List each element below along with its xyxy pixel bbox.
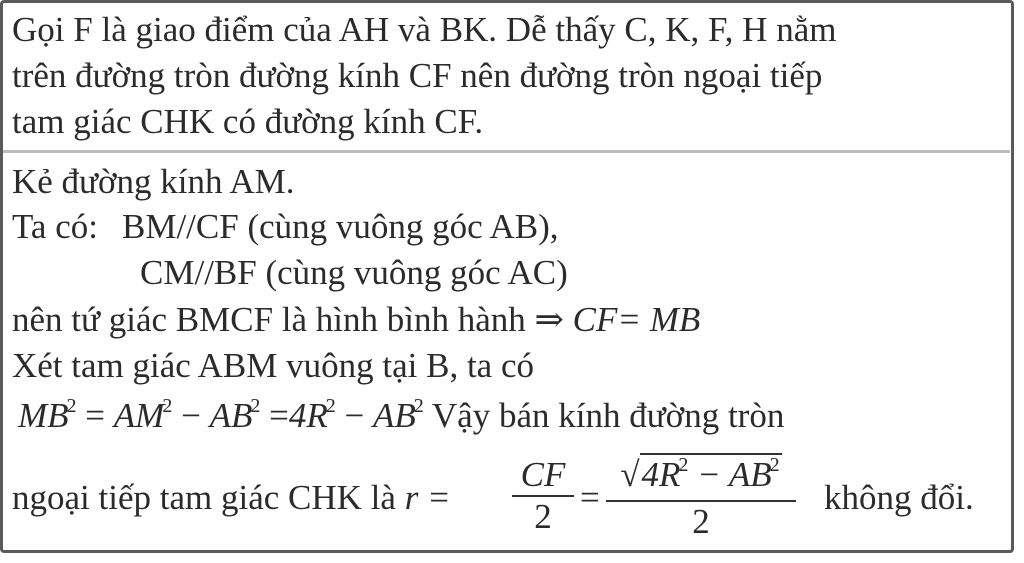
para2-line6: $MB^2 = AM^2 - AB^2 =4R^2 - AB^2$ Vậy bán kính đường tròn <box>18 395 785 435</box>
circumcircle-text: ngoại tiếp tam giác CHK là <box>12 478 396 517</box>
frac2-4r: 4R <box>641 455 681 494</box>
para2-line5: Xét tam giác ABM vuông tại B, ta có <box>12 346 534 385</box>
fraction-cf-over-2 <box>512 455 574 537</box>
para2-line4 <box>12 300 700 340</box>
para2-line1: Kẻ đường kính AM. <box>12 162 295 201</box>
section-divider <box>3 150 1010 153</box>
math-minus1: − <box>181 396 201 435</box>
math-am: AM <box>113 396 165 435</box>
para2-line7-text <box>12 478 451 518</box>
math-4r: 4R <box>288 396 328 435</box>
math-mb: MB <box>18 396 69 435</box>
para1-line3: tam giác CHK có đường kính CF. <box>12 102 484 141</box>
para1-line1: Gọi F là giao điểm của AH và BK. Dễ thấy C, K, F, H nằm <box>12 10 837 49</box>
parallelogram-text: nên tứ giác BMCF là hình bình hành ⇒ <box>12 300 564 339</box>
math-eq1: = <box>85 396 106 435</box>
math-r-equals: r = <box>404 478 451 517</box>
frac2-numerator: $√4R^2 - AB^2$ <box>620 454 780 494</box>
math-minus2: − <box>344 396 365 435</box>
frac1-denominator: 2 <box>534 497 552 536</box>
math-ab2: AB <box>373 396 416 435</box>
para2-line2 <box>12 207 559 247</box>
frac2-minus-ab: − AB <box>697 455 772 494</box>
khong-doi-text: không đổi. <box>824 478 974 517</box>
para2-line3: CM//BF (cùng vuông góc AC) <box>140 253 568 292</box>
radius-text: Vậy bán kính đường tròn <box>431 396 785 435</box>
math-eq2: = <box>269 396 289 435</box>
frac2-denominator: 2 <box>692 502 710 541</box>
math-ab1: AB <box>209 396 253 435</box>
fraction-sqrt-over-2 <box>606 455 796 542</box>
sqrt-sign: √ <box>620 455 640 494</box>
bm-parallel-cf: BM//CF (cùng vuông góc AB), <box>121 207 559 246</box>
para1-line2: trên đường tròn đường kính CF nên đường tròn ngoại tiếp <box>12 56 823 95</box>
math-eq3: = <box>580 478 600 517</box>
cf-equals-mb: CF= MB <box>572 300 701 339</box>
frac1-numerator: CF <box>520 455 566 494</box>
ta-co-label: Ta có: <box>12 207 98 246</box>
